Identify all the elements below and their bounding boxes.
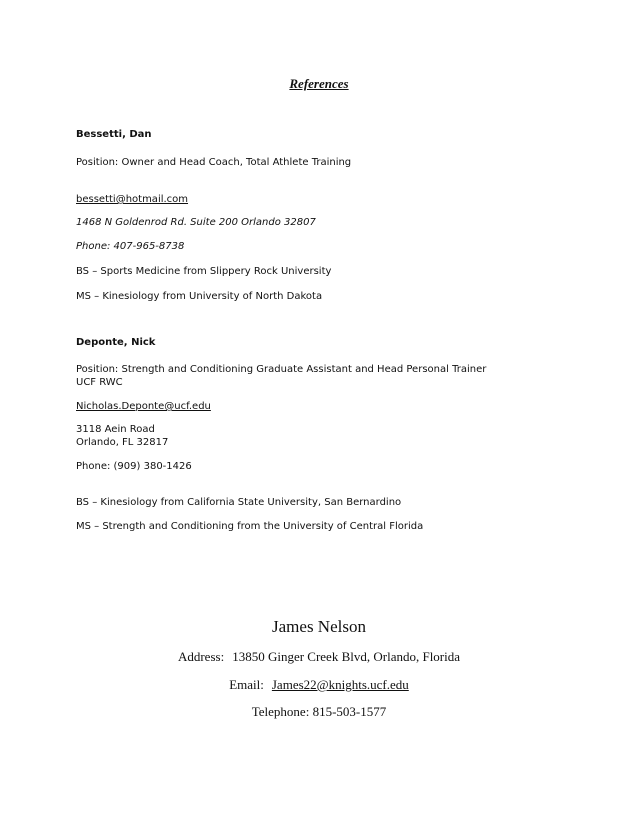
reference-2-phone: Phone: (909) 380-1426: [76, 461, 192, 472]
footer-address-value: 13850 Ginger Creek Blvd, Orlando, Florida: [232, 649, 461, 664]
reference-1-position: Position: Owner and Head Coach, Total Athlete Training: [76, 157, 352, 168]
reference-1-email-link[interactable]: bessetti@hotmail.com: [76, 194, 189, 205]
footer-email: [0, 677, 638, 693]
footer-address: [0, 649, 638, 665]
reference-2-email-link[interactable]: Nicholas.Deponte@ucf.edu: [76, 401, 211, 412]
reference-2-position: Position: Strength and Conditioning Graduate Assistant and Head Personal Trainer: [76, 364, 487, 375]
reference-2-address-street: 3118 Aein Road: [76, 424, 155, 435]
footer-address-label: Address:: [177, 649, 225, 664]
reference-2-degree-bs: BS – Kinesiology from California State University, San Bernardino: [76, 497, 402, 508]
reference-2-name: Deponte, Nick: [76, 337, 156, 348]
footer-email-link[interactable]: James22@knights.ucf.edu: [271, 677, 409, 692]
reference-2-degree-ms: MS – Strength and Conditioning from the University of Central Florida: [76, 521, 424, 532]
footer-name: James Nelson: [272, 617, 366, 636]
reference-2-position-org: UCF RWC: [76, 377, 123, 388]
reference-1-name: Bessetti, Dan: [76, 129, 152, 140]
reference-1-address: 1468 N Goldenrod Rd. Suite 200 Orlando 32807: [76, 217, 316, 228]
footer-telephone: Telephone: 815-503-1577: [251, 704, 387, 719]
reference-1-degree-ms: MS – Kinesiology from University of North Dakota: [76, 291, 323, 302]
footer-email-label: Email:: [229, 677, 264, 692]
page-title: References: [289, 76, 349, 91]
reference-2-address-city: Orlando, FL 32817: [76, 437, 169, 448]
reference-1-degree-bs: BS – Sports Medicine from Slippery Rock University: [76, 266, 332, 277]
reference-1-phone: Phone: 407-965-8738: [76, 241, 185, 252]
